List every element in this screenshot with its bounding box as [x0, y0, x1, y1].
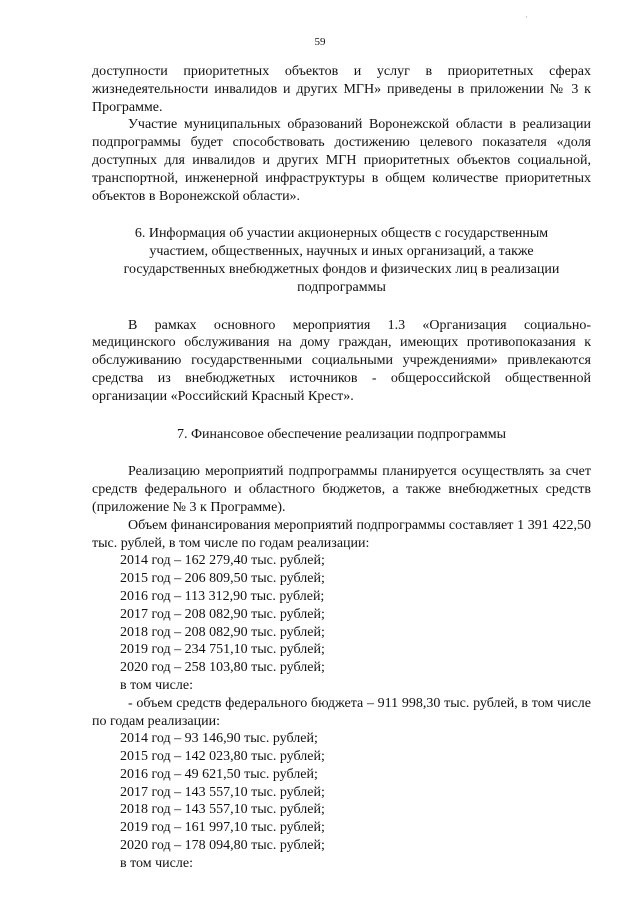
federal-budget-paragraph: - объем средств федерального бюджета – 911 998,30 тыс. рублей, в том числе по годам реализации: [92, 695, 591, 729]
section-6-heading: 6. Информация об участии акционерных обществ с государственным участием, общественных, научных и иных организаций, а также государственных внебюджетных фондов и физических лиц в реализации подпрограммы [123, 226, 560, 295]
list-item: 2014 год – 162 279,40 тыс. рублей; [120, 553, 325, 569]
list-item: 2014 год – 93 146,90 тыс. рублей; [120, 731, 318, 747]
list-item: 2017 год – 208 082,90 тыс. рублей; [120, 606, 325, 622]
list-item: 2018 год – 208 082,90 тыс. рублей; [120, 624, 325, 640]
section-6-paragraph: В рамках основного мероприятия 1.3 «Организация социально-медицинского обслуживания на дому граждан, имеющих противопоказания к обслуживанию государственными социальными учреждениями» привлекаются средства из внебюджетных источников - общероссийской общественной организации «Российский Красный Крест». [92, 317, 591, 404]
list-item: 2019 год – 161 997,10 тыс. рублей; [120, 820, 325, 836]
section-7-heading: 7. Финансовое обеспечение реализации подпрограммы [176, 426, 507, 442]
list-item: 2015 год – 206 809,50 тыс. рублей; [120, 571, 325, 587]
corner-mark: · [525, 12, 528, 22]
list-item: 2017 год – 143 557,10 тыс. рублей; [120, 784, 325, 800]
federal-funding-list [92, 730, 591, 855]
list-item: 2019 год – 234 751,10 тыс. рублей; [120, 642, 325, 658]
list-item: 2020 год – 258 103,80 тыс. рублей; [120, 660, 325, 676]
section-7-paragraph-1: Реализацию мероприятий подпрограммы планируется осуществлять за счет средств федерального и областного бюджетов, а также внебюджетных средств (приложение № 3 к Программе). [92, 464, 591, 515]
list-item: 2020 год – 178 094,80 тыс. рублей; [120, 838, 325, 854]
list-item: 2016 год – 113 312,90 тыс. рублей; [120, 588, 325, 604]
section-7-paragraph-2: Объем финансирования мероприятий подпрограммы составляет 1 391 422,50 тыс. рублей, в том числе по годам реализации: [92, 517, 591, 551]
intro-paragraph-2: Участие муниципальных образований Воронежской области в реализации подпрограммы будет способствовать достижению целевого показателя «доля доступных для инвалидов и других МГН приоритетных объектов социальной, транспортной, инженерной инфраструктуры в общем количестве приоритетных объектов в Воронежской области». [92, 117, 591, 204]
page-content [92, 63, 591, 873]
list-item: 2018 год – 143 557,10 тыс. рублей; [120, 802, 325, 818]
in-that-number-label: в том числе: [120, 855, 193, 871]
intro-paragraph-1: доступности приоритетных объектов и услуг в приоритетных сферах жизнедеятельности инвалидов и других МГН» приведены в приложении № 3 к Программе. [92, 64, 591, 115]
list-item: 2015 год – 142 023,80 тыс. рублей; [120, 749, 325, 765]
in-that-number-label: в том числе: [120, 677, 193, 693]
page-number: 59 [314, 36, 326, 48]
list-item: 2016 год – 49 621,50 тыс. рублей; [120, 766, 318, 782]
total-funding-list [92, 552, 591, 677]
